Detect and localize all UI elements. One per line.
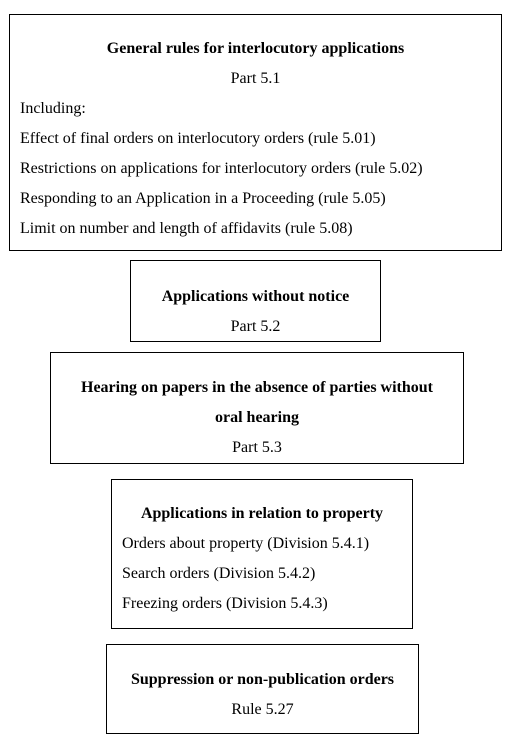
box-item: Responding to an Application in a Proceeding (rule 5.05) xyxy=(20,190,386,207)
box-subtitle: Part 5.3 xyxy=(232,439,282,456)
suppression-orders-box xyxy=(106,644,419,734)
box-title: General rules for interlocutory applications xyxy=(106,40,405,57)
box-subtitle: Part 5.1 xyxy=(230,70,281,87)
box-item: Including: xyxy=(20,100,86,117)
box-title: Suppression or non-publication orders xyxy=(130,671,395,688)
box-title: Applications in relation to property xyxy=(140,505,384,522)
box-item: Freezing orders (Division 5.4.3) xyxy=(122,595,328,612)
box-subtitle: Part 5.2 xyxy=(230,318,281,335)
box-subtitle: Rule 5.27 xyxy=(231,701,294,718)
box-item: Limit on number and length of affidavits (rule 5.08) xyxy=(20,220,353,237)
property-applications-box xyxy=(111,479,413,629)
hearing-on-papers-box xyxy=(50,352,464,464)
box-title-line-1: Hearing on papers in the absence of parties without xyxy=(81,379,433,396)
box-title-line-2: oral hearing xyxy=(215,409,299,426)
interlocutory-rules-box xyxy=(9,14,502,251)
box-item: Search orders (Division 5.4.2) xyxy=(122,565,316,582)
box-title: Applications without notice xyxy=(161,288,350,305)
box-item: Effect of final orders on interlocutory orders (rule 5.01) xyxy=(20,130,376,147)
box-item: Restrictions on applications for interlocutory orders (rule 5.02) xyxy=(20,160,423,177)
applications-without-notice-box xyxy=(130,260,381,342)
box-item: Orders about property (Division 5.4.1) xyxy=(122,535,370,552)
